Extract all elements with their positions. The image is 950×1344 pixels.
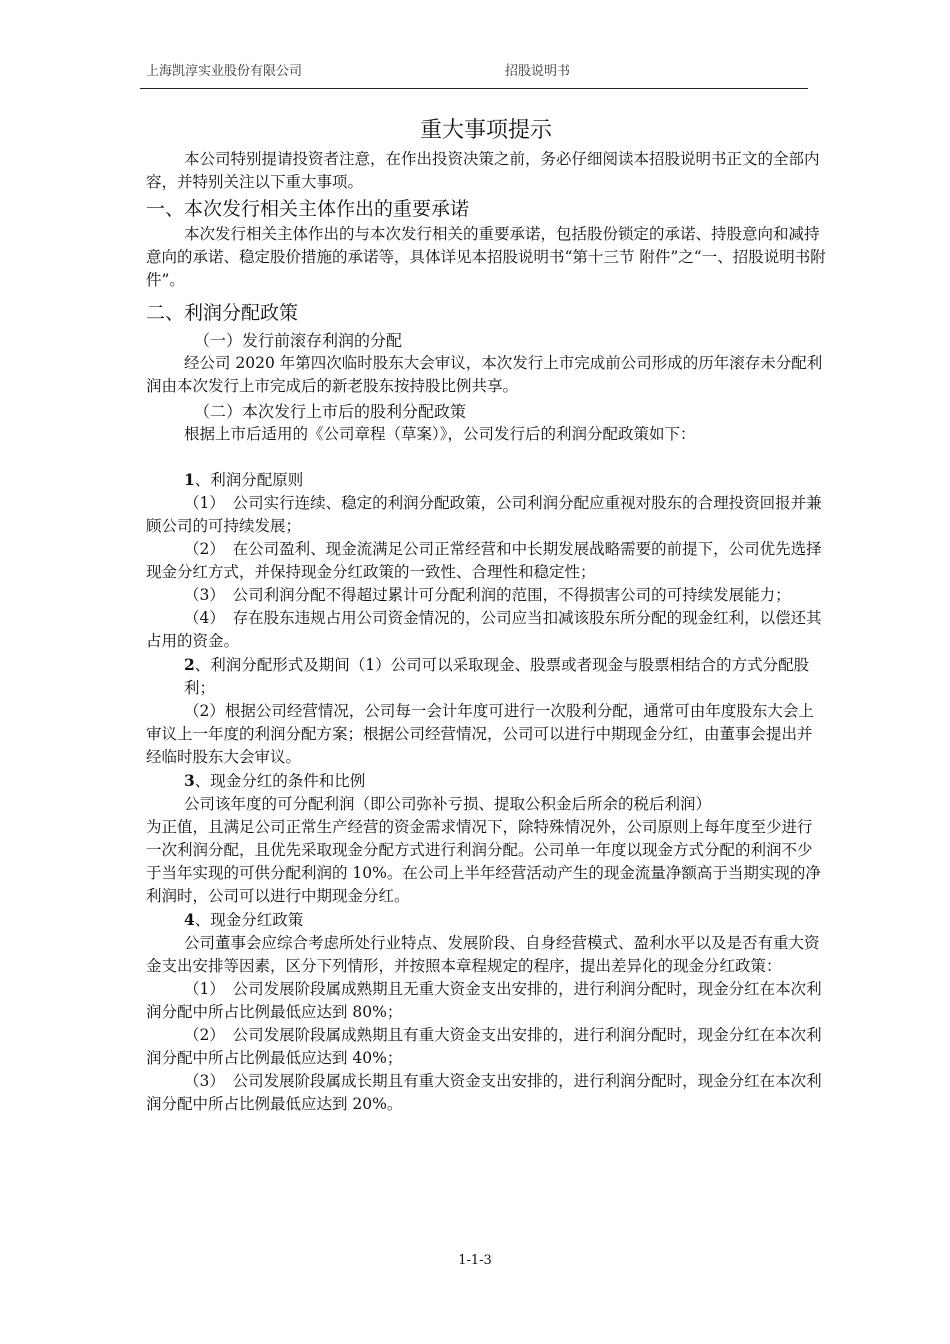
subsection-1-text: 经公司 2020 年第四次临时股东大会审议，本次发行上市完成前公司形成的历年滚存未分配利润由本次发行上市完成后的新老股东按持股比例共享。 [146, 354, 823, 395]
item-4-point: （3） 公司发展阶段属成长期且有重大资金支出安排的，进行利润分配时，现金分红在本次利润分配中所占比例最低应达到 20%。 [146, 1072, 822, 1113]
item-1-point: （3） 公司利润分配不得超过累计可分配利润的范围，不得损害公司的可持续发展能力； [184, 586, 791, 604]
header-divider [140, 88, 808, 89]
item-3-text-a: 公司该年度的可分配利润（即公司弥补亏损、提取公积金后所余的税后利润） [184, 795, 712, 813]
intro-paragraph: 本公司特别提请投资者注意，在作出投资决策之前，务必仔细阅读本招股说明书正文的全部内容，并特别关注以下重大事项。 [146, 150, 820, 191]
item-4-heading [146, 908, 826, 932]
item-1-heading [146, 468, 826, 492]
item-1-label: 、利润分配原则 [194, 471, 304, 489]
section-1-heading: 一、本次发行相关主体作出的重要承诺 [146, 198, 470, 220]
item-3-number: 3 [184, 771, 195, 790]
subsection-1-heading: （一）发行前滚存利润的分配 [194, 331, 403, 350]
item-4-number: 4 [184, 910, 195, 929]
item-3-text-b: 为正值，且满足公司正常生产经营的资金需求情况下，除特殊情况外，公司原则上每年度至少进行一次利润分配，且优先采取现金分配方式进行利润分配。公司单一年度以现金方式分配的利润不少于当年实现的可供分配利润的 10%。在公司上半年经营活动产生的现金流量净额高于当期实现的净利润时，公司可以进行中期现金分红。 [146, 818, 821, 905]
page-title: 重大事项提示 [419, 118, 552, 143]
item-1-point: （1） 公司实行连续、稳定的利润分配政策，公司利润分配应重视对股东的合理投资回报并兼顾公司的可持续发展； [146, 494, 822, 535]
header-doc-type: 招股说明书 [505, 64, 571, 79]
item-2-label: 、利润分配形式及期间（1）公司可以采取现金、股票或者现金与股票相结合的方式分配股利； [184, 656, 810, 697]
section-2-heading: 二、利润分配政策 [146, 302, 299, 324]
item-3-heading [146, 769, 826, 793]
subsection-2-text: 根据上市后适用的《公司章程（草案）》，公司发行后的利润分配政策如下： [184, 425, 696, 443]
header-company: 上海凯淳实业股份有限公司 [146, 64, 303, 79]
item-4-point: （1） 公司发展阶段属成熟期且无重大资金支出安排的，进行利润分配时，现金分红在本次利润分配中所占比例最低应达到 80%； [146, 980, 822, 1021]
item-4-point: （2） 公司发展阶段属成熟期且有重大资金支出安排的，进行利润分配时，现金分红在本次利润分配中所占比例最低应达到 40%； [146, 1026, 822, 1067]
item-1-point: （2） 在公司盈利、现金流满足公司正常经营和中长期发展战略需要的前提下，公司优先选择现金分红方式，并保持现金分红政策的一致性、合理性和稳定性； [146, 540, 822, 581]
document-body [146, 116, 826, 1116]
section-1-text: 本次发行相关主体作出的与本次发行相关的重要承诺，包括股份锁定的承诺、持股意向和减持意向的承诺、稳定股价措施的承诺等，具体详见本招股说明书“第十三节 附件”之“一、招股说明书附件”。 [146, 225, 826, 289]
spacer [146, 446, 826, 468]
item-3-label: 、现金分红的条件和比例 [194, 772, 366, 790]
item-2-number: 2 [184, 655, 195, 674]
item-2-heading [146, 653, 826, 700]
item-4-text: 公司董事会应综合考虑所处行业特点、发展阶段、自身经营模式、盈利水平以及是否有重大资金支出安排等因素，区分下列情形，并按照本章程规定的程序，提出差异化的现金分红政策： [146, 934, 820, 975]
item-1-number: 1 [184, 470, 195, 489]
item-1-point: （4） 存在股东违规占用公司资金情况的，公司应当扣减该股东所分配的现金红利，以偿还其占用的资金。 [146, 609, 822, 650]
item-4-label: 、现金分红政策 [194, 911, 304, 929]
subsection-2-heading: （二）本次发行上市后的股利分配政策 [194, 402, 467, 421]
item-2-text: （2）根据公司经营情况，公司每一会计年度可进行一次股利分配，通常可由年度股东大会上审议上一年度的利润分配方案；根据公司经营情况，公司可以进行中期现金分红，由董事会提出并经临时股东大会审议。 [146, 702, 814, 766]
page-number: 1-1-3 [458, 1253, 492, 1268]
